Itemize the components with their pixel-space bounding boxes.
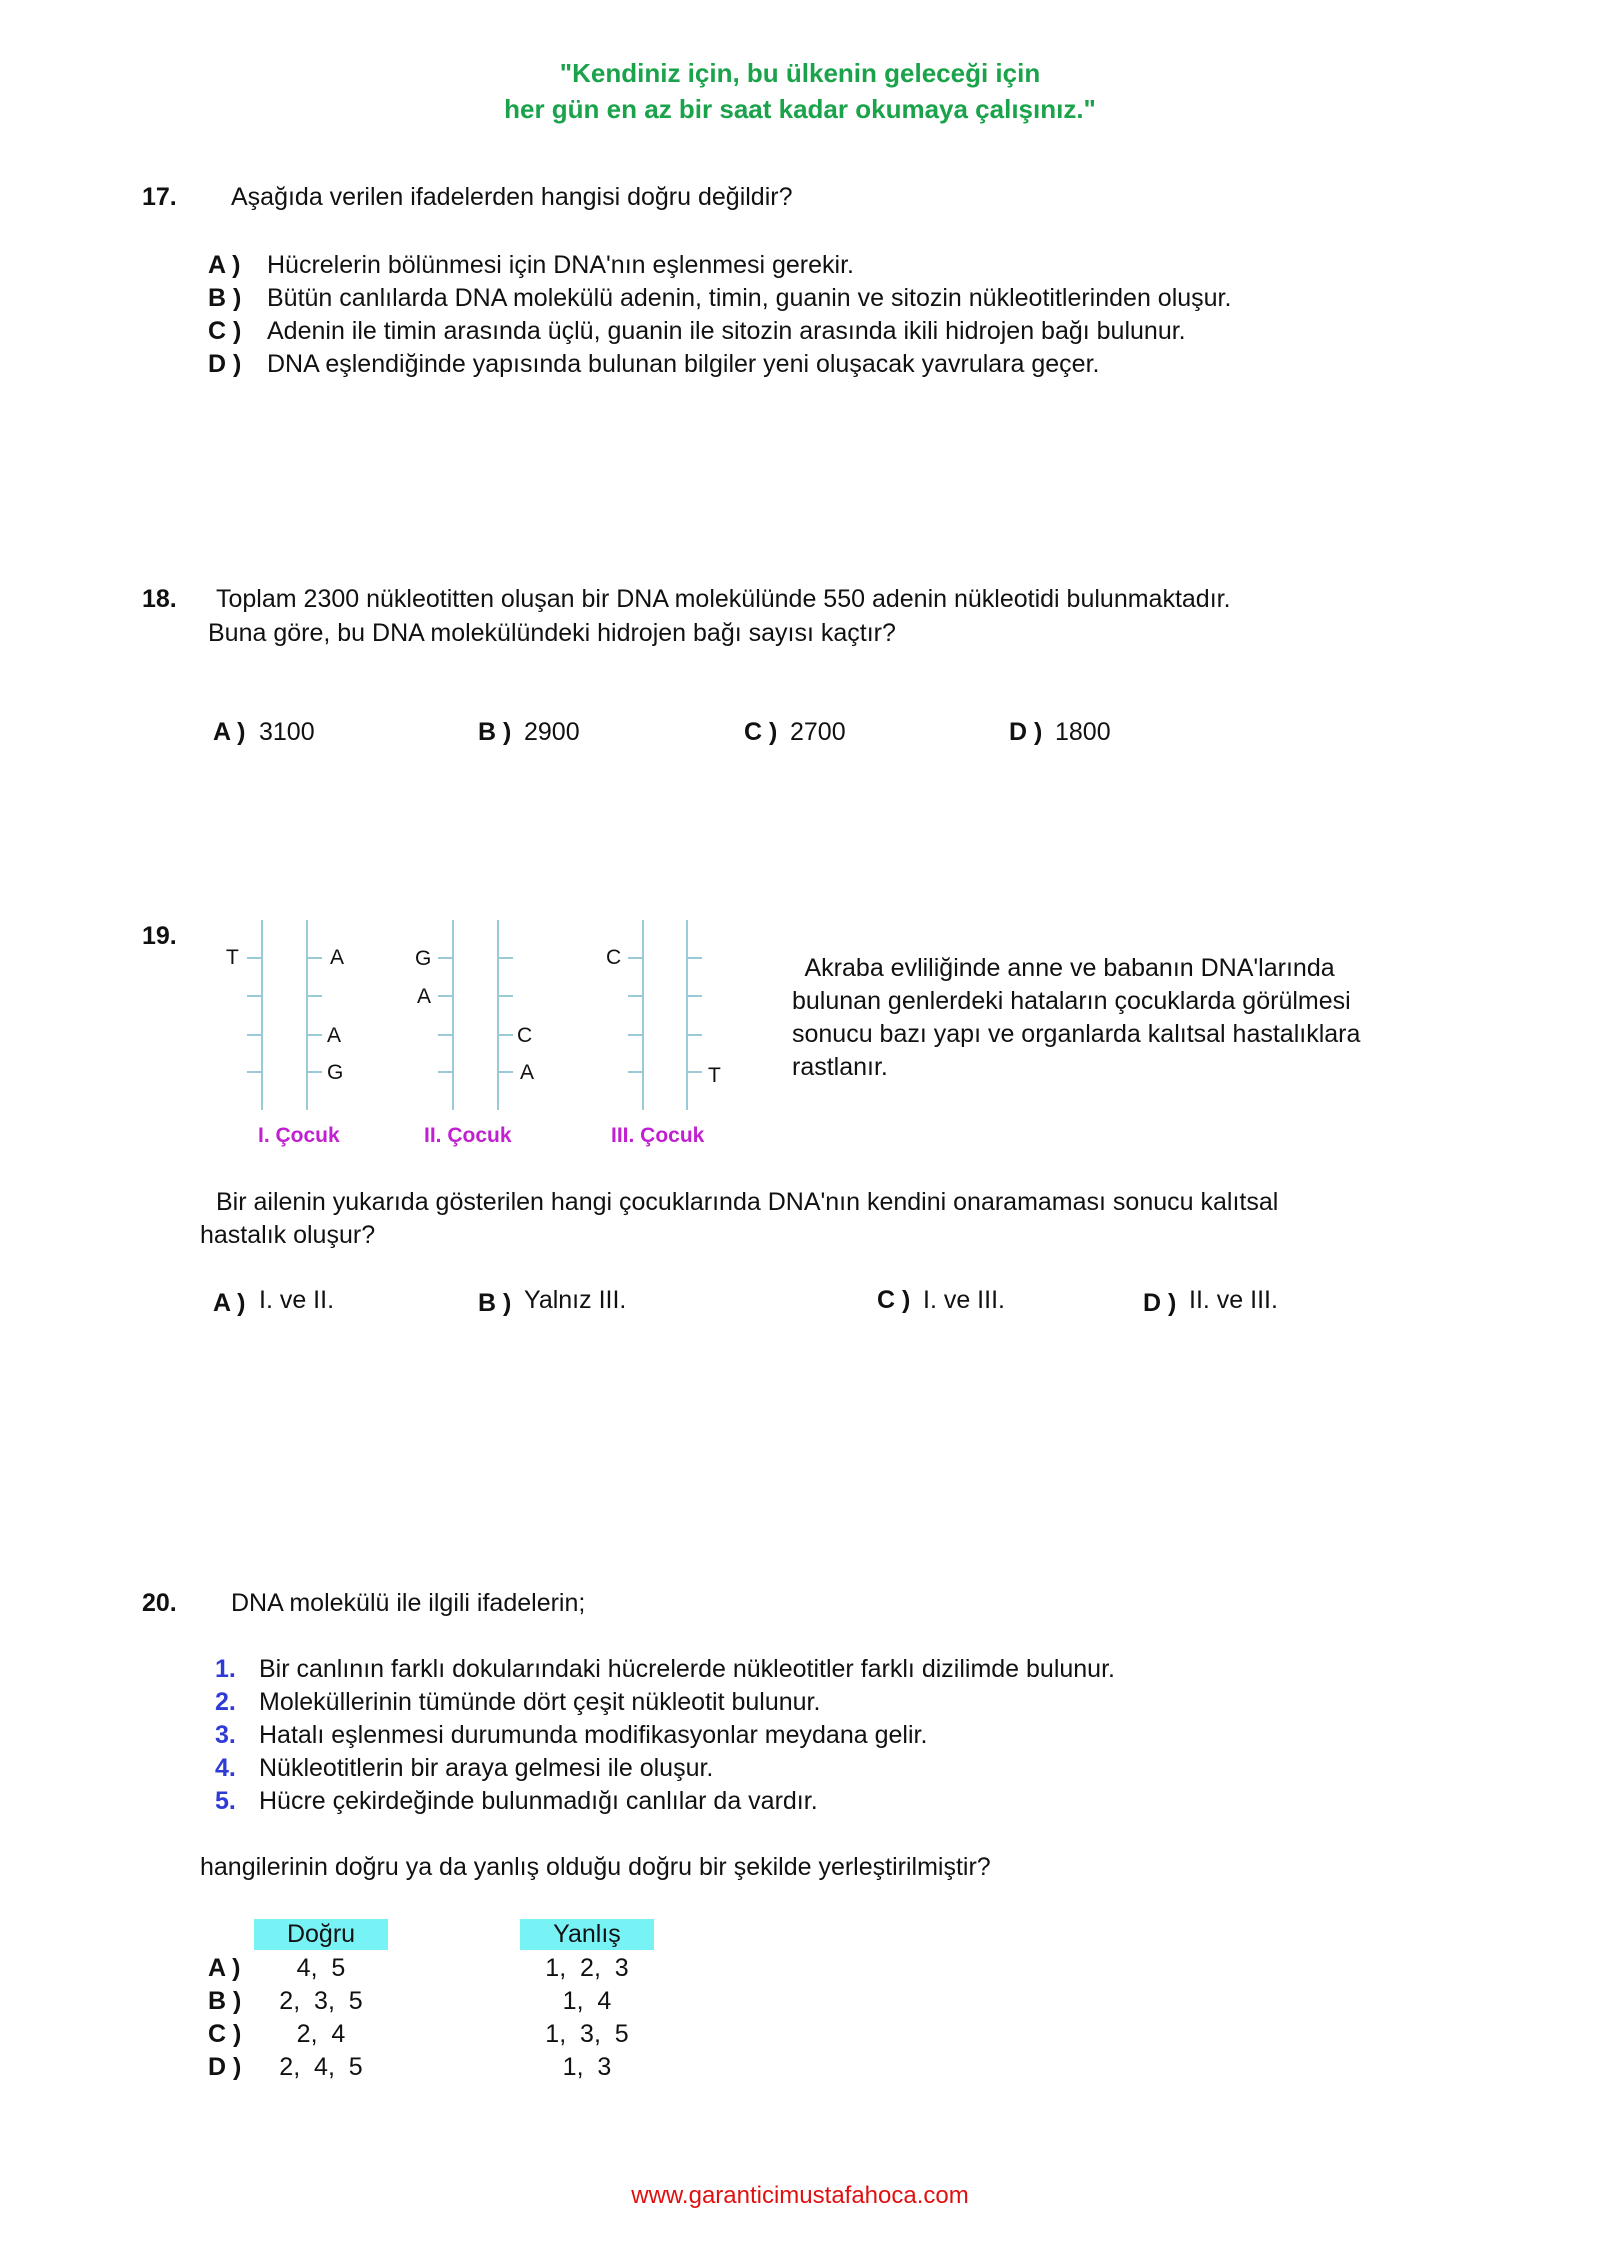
table-row-b-true: 2, 3, 5 — [279, 1987, 363, 2015]
option-d-label[interactable]: D ) — [1009, 718, 1043, 746]
table-row-d-true: 2, 4, 5 — [279, 2053, 363, 2081]
option-b-text: Bütün canlılarda DNA molekülü adenin, timin, guanin ve sitozin nükleotitlerinden oluşur. — [267, 284, 1232, 312]
question-text-line-2: hastalık oluşur? — [200, 1221, 376, 1249]
option-b-label[interactable]: B ) — [478, 718, 512, 746]
table-row-d-false: 1, 3 — [562, 2053, 612, 2081]
question-number: 17. — [142, 183, 177, 211]
question-text-line-1: Toplam 2300 nükleotitten oluşan bir DNA molekülünde 550 adenin nükleotidi bulunmaktadır. — [216, 585, 1231, 613]
child-1-base: G — [327, 1061, 344, 1084]
table-row-a-true: 4, 5 — [296, 1954, 346, 1982]
option-c-text: I. ve III. — [923, 1286, 1005, 1314]
option-d-text: 1800 — [1055, 718, 1111, 746]
child-3-base: T — [708, 1064, 721, 1087]
option-a-text: 3100 — [259, 718, 315, 746]
question-text: Aşağıda verilen ifadelerden hangisi doğru değildir? — [231, 183, 793, 211]
child-2-base: A — [520, 1061, 535, 1084]
child-3-base: C — [606, 946, 622, 969]
child-1-base: A — [327, 1024, 342, 1047]
table-row-c-true: 2, 4 — [296, 2020, 346, 2048]
statement-4-number: 4. — [215, 1754, 236, 1782]
statement-2-number: 2. — [215, 1688, 236, 1716]
table-row-d-label[interactable]: D ) — [208, 2053, 242, 2081]
option-a-label[interactable]: A ) — [208, 251, 241, 279]
header-quote-line-1: "Kendiniz için, bu ülkenin geleceği için — [559, 58, 1041, 88]
info-line-3: sonucu bazı yapı ve organlarda kalıtsal hastalıklara — [792, 1020, 1361, 1048]
table-row-c-false: 1, 3, 5 — [545, 2020, 629, 2048]
option-b-label[interactable]: B ) — [478, 1289, 512, 1317]
option-b-text: Yalnız III. — [524, 1286, 627, 1314]
option-a-label[interactable]: A ) — [213, 718, 246, 746]
info-line-2: bulunan genlerdeki hataların çocuklarda görülmesi — [792, 987, 1351, 1015]
info-line-1: Akraba evliliğinde anne ve babanın DNA'larında — [792, 954, 1335, 982]
table-row-a-false: 1, 2, 3 — [545, 1954, 629, 1982]
option-a-text: I. ve II. — [259, 1286, 335, 1314]
footer-website-link[interactable]: www.garanticimustafahoca.com — [631, 2182, 969, 2209]
child-2-label: II. Çocuk — [424, 1124, 512, 1147]
child-3-label: III. Çocuk — [611, 1124, 705, 1147]
option-c-label[interactable]: C ) — [744, 718, 778, 746]
option-a-text: Hücrelerin bölünmesi için DNA'nın eşlenmesi gerekir. — [267, 251, 854, 279]
header-quote-line-2: her gün en az bir saat kadar okumaya çalışınız." — [504, 94, 1096, 124]
option-b-text: 2900 — [524, 718, 580, 746]
table-row-b-label[interactable]: B ) — [208, 1987, 242, 2015]
statement-3-number: 3. — [215, 1721, 236, 1749]
column-header-dogru: Doğru — [254, 1919, 388, 1950]
statement-1-number: 1. — [215, 1655, 236, 1683]
question-number: 18. — [142, 585, 177, 613]
table-row-a-label[interactable]: A ) — [208, 1954, 241, 1982]
option-c-text: 2700 — [790, 718, 846, 746]
question-text: DNA molekülü ile ilgili ifadelerin; — [231, 1589, 586, 1617]
child-1-label: I. Çocuk — [258, 1124, 340, 1147]
table-row-b-false: 1, 4 — [562, 1987, 612, 2015]
option-d-text: DNA eşlendiğinde yapısında bulunan bilgiler yeni oluşacak yavrulara geçer. — [267, 350, 1100, 378]
table-row-c-label[interactable]: C ) — [208, 2020, 242, 2048]
statement-4-text: Nükleotitlerin bir araya gelmesi ile oluşur. — [259, 1754, 714, 1782]
question-number: 20. — [142, 1589, 177, 1617]
option-c-label[interactable]: C ) — [877, 1286, 911, 1314]
info-line-4: rastlanır. — [792, 1053, 888, 1081]
option-c-label[interactable]: C ) — [208, 317, 242, 345]
child-1-base: T — [226, 946, 239, 969]
question-followup: hangilerinin doğru ya da yanlış olduğu doğru bir şekilde yerleştirilmiştir? — [200, 1853, 991, 1881]
option-c-text: Adenin ile timin arasında üçlü, guanin ile sitozin arasında ikili hidrojen bağı bulunur. — [267, 317, 1186, 345]
option-d-label[interactable]: D ) — [1143, 1289, 1177, 1317]
option-d-text: II. ve III. — [1189, 1286, 1278, 1314]
child-2-base: C — [517, 1024, 533, 1047]
question-number: 19. — [142, 922, 177, 950]
question-text-line-2: Buna göre, bu DNA molekülündeki hidrojen bağı sayısı kaçtır? — [208, 619, 896, 647]
statement-5-text: Hücre çekirdeğinde bulunmadığı canlılar da vardır. — [259, 1787, 818, 1815]
child-2-base: A — [417, 985, 432, 1008]
child-1-base: A — [330, 946, 345, 969]
column-header-yanlis: Yanlış — [520, 1919, 654, 1950]
question-text-line-1: Bir ailenin yukarıda gösterilen hangi çocuklarında DNA'nın kendini onaramaması sonucu kalıtsal — [216, 1188, 1279, 1216]
child-2-base: G — [415, 947, 432, 970]
option-a-label[interactable]: A ) — [213, 1289, 246, 1317]
option-b-label[interactable]: B ) — [208, 284, 242, 312]
statement-2-text: Moleküllerinin tümünde dört çeşit nükleotit bulunur. — [259, 1688, 821, 1716]
option-d-label[interactable]: D ) — [208, 350, 242, 378]
statement-5-number: 5. — [215, 1787, 236, 1815]
statement-3-text: Hatalı eşlenmesi durumunda modifikasyonlar meydana gelir. — [259, 1721, 928, 1749]
statement-1-text: Bir canlının farklı dokularındaki hücrelerde nükleotitler farklı dizilimde bulunur. — [259, 1655, 1115, 1683]
